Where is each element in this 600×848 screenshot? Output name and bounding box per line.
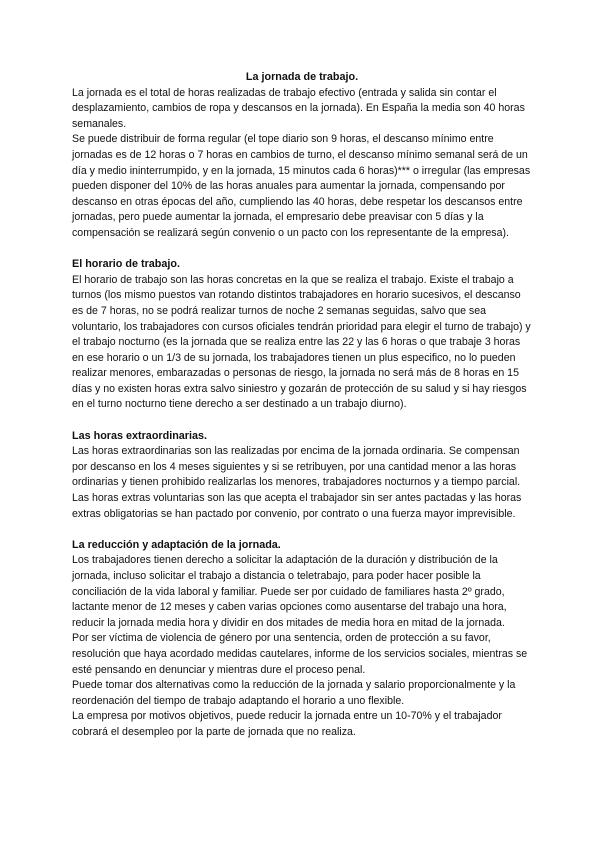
paragraph-violencia-genero: Por ser víctima de violencia de género por una sentencia, orden de protección a su favor, resolución que haya acordado medidas cautelares, informe de los servicios sociales, mientras se esté pensando en denunciar y mientras dure el proceso penal. [72, 632, 528, 676]
paragraph-alternativas: Puede tomar dos alternativas como la reducción de la jornada y salario proporcionalmente y la reordenación del tiempo de trabajo adaptando el horario a uno flexible. [72, 679, 516, 707]
paragraph-horas-extra-types: Las horas extras voluntarias son las que acepta el trabajador sin ser antes pactadas y las horas extras obligatorias se han pactado por convenio, por contrato o una fuerza mayor imprevisible. [72, 492, 522, 520]
section-gap [72, 413, 532, 429]
document-page [72, 70, 532, 741]
paragraph-horario: El horario de trabajo son las horas concretas en la que se realiza el trabajo. Existe el trabajo a turnos (los mismo puestos van rotando distintos trabajadores en horario sucesivos, el descanso es de 7 horas, no se podrá realizar turnos de noche 2 semanas seguidas, salvo que sea voluntario, los trabajadores con cursos oficiales tendrán prioridad para elegir el turno de trabajo) y el trabajo nocturno (es la jornada que se realiza entre las 22 y las 6 horas o que trabaje 3 horas en ese horario o un 1/3 de su jornada, los trabajadores tienen un plus especifico, no lo pueden realizar menores, embarazadas o personas de riesgo, la jornada no será más de 8 horas en 15 días y no existen horas extra salvo siniestro y gozarán de protección de su salud y si hay riesgos en el turno nocturno tiene derecho a ser destinado a un trabajo diurno). [72, 273, 531, 411]
heading-horario: El horario de trabajo. [72, 258, 180, 271]
paragraph-jornada-definition: La jornada es el total de horas realizadas de trabajo efectivo (entrada y salida sin contar el desplazamiento, cambios de ropa y descansos en la jornada). En España la media son 40 horas semanales. [72, 86, 525, 130]
document-title: La jornada de trabajo. [245, 71, 359, 83]
paragraph-jornada-distribution: Se puede distribuir de forma regular (el tope diario son 9 horas, el descanso mínimo entre jornadas es de 12 horas o 7 horas en cambios de turno, el descanso mínimo semanal será de un día y medio ininterrumpido, y en la jornada, 15 minutos cada 6 horas)*** o irregular (las empresas pueden disponer del 10% de las horas anuales para aumentar la jornada, compensando por descanso en otras épocas del año, cumpliendo las 40 horas, debe respetar los descansos entre jornadas, pero puede aumentar la jornada, el empresario debe preavisar con 5 días y la compensación se realizará según convenio o un pacto con los representante de la empresa). [72, 133, 531, 239]
heading-horas-extraordinarias: Las horas extraordinarias. [72, 429, 208, 442]
heading-reduccion-adaptacion: La reducción y adaptación de la jornada. [72, 538, 281, 551]
section-gap [72, 522, 532, 538]
paragraph-horas-extra-definition: Las horas extraordinarias son las realizadas por encima de la jornada ordinaria. Se compensan por descanso en los 4 meses siguientes y si se retribuyen, por una cantidad menor a las horas ordinarias y tienen prohibido realizarlas los menores, trabajadores nocturnos y a tiempo parcial. [72, 445, 521, 489]
paragraph-adaptacion: Los trabajadores tienen derecho a solicitar la adaptación de la duración y distribución de la jornada, incluso solicitar el trabajo a distancia o teletrabajo, para poder hacer posible la conciliación de la vida laboral y familiar. Puede ser por cuidado de familiares hasta 2º grado, lactante menor de 12 meses y caben varias opciones como ausentarse del trabajo una hora, reducir la jornada media hora y dividir en dos mitades de media hora en mitad de la jornada. [72, 554, 507, 629]
section-gap [72, 242, 532, 258]
paragraph-reduccion-empresa: La empresa por motivos objetivos, puede reducir la jornada entre un 10-70% y el trabajador cobrará el desempleo por la parte de jornada que no realiza. [72, 710, 502, 738]
